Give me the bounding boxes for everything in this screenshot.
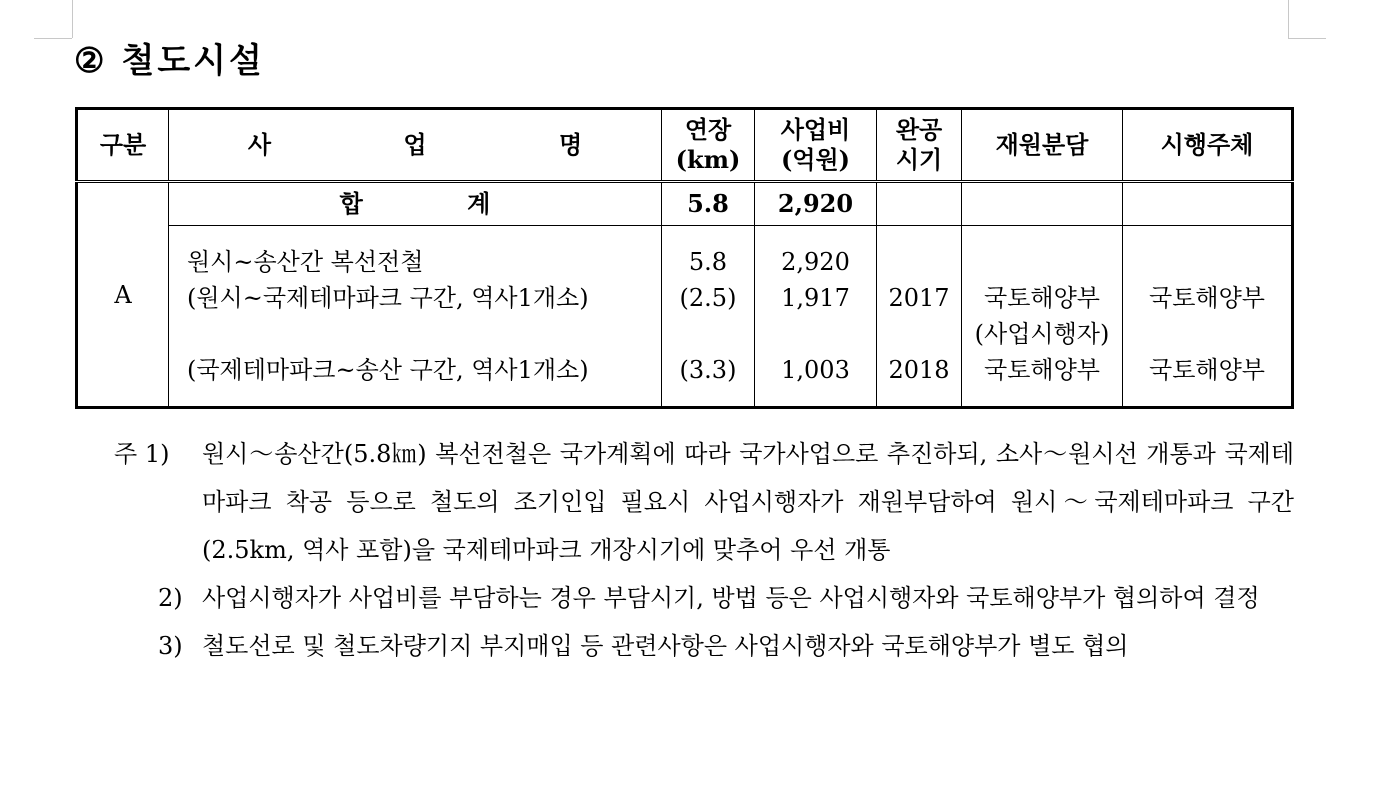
project-cost-cell <box>755 226 877 408</box>
total-completion-cell <box>877 182 962 226</box>
crop-mark-top-right-vertical <box>1288 0 1289 38</box>
footnote-label: 2) <box>158 584 183 612</box>
category-cell: A <box>77 182 169 408</box>
table-row-total <box>77 182 1293 226</box>
project-length-cell <box>662 226 755 408</box>
section-title: 철도시설 <box>121 41 265 81</box>
section1-operator: 국토해양부 <box>1149 284 1265 312</box>
total-label-cell: 합 계 <box>169 182 662 226</box>
project-length: 5.8 <box>688 248 728 276</box>
section2-completion: 2018 <box>888 356 950 384</box>
footnote-1 <box>114 430 1294 574</box>
section1-cost: 1,917 <box>781 284 850 312</box>
section1-length: (2.5) <box>679 284 737 312</box>
section-heading <box>74 36 265 86</box>
crop-mark-top-left-vertical <box>72 0 73 38</box>
total-funding-cell <box>962 182 1123 226</box>
section-number: ② <box>74 41 108 81</box>
project-funding-cell <box>962 226 1123 408</box>
project-cost: 2,920 <box>781 248 850 276</box>
section2-operator: 국토해양부 <box>1149 356 1265 384</box>
total-operator-cell <box>1123 182 1293 226</box>
table-header-row <box>77 109 1293 182</box>
header-operator: 시행주체 <box>1123 109 1293 182</box>
section1-name: (원시~국제테마파크 구간, 역사1개소) <box>187 284 589 312</box>
header-length: 연장 (km) <box>662 109 755 182</box>
header-completion: 완공 시기 <box>877 109 962 182</box>
header-project-name: 사 업 명 <box>169 109 662 182</box>
section1-completion: 2017 <box>888 284 950 312</box>
table-row-project <box>77 226 1293 408</box>
section2-cost: 1,003 <box>781 356 850 384</box>
section2-name: (국제테마파크~송산 구간, 역사1개소) <box>187 356 589 384</box>
project-completion-cell <box>877 226 962 408</box>
footnote-text: 원시～송산간(5.8㎞) 복선전철은 국가계획에 따라 국가사업으로 추진하되, 소사～원시선 개통과 국제테마파크 착공 등으로 철도의 조기인입 필요시 사업시행자가 재원부담하여 원시～국제테마파크 구간(2.5km, 역사 포함)을 국제테마파크 개장시기에 맞추어 우선 개통 <box>202 440 1294 564</box>
footnotes <box>114 430 1294 670</box>
project-name-cell <box>169 226 662 408</box>
section1-funding: 국토해양부 <box>984 284 1100 312</box>
header-funding: 재원분담 <box>962 109 1123 182</box>
project-operator-cell <box>1123 226 1293 408</box>
header-cost: 사업비 (억원) <box>755 109 877 182</box>
total-length-cell: 5.8 <box>662 182 755 226</box>
footnote-text: 철도선로 및 철도차량기지 부지매입 등 관련사항은 사업시행자와 국토해양부가 별도 협의 <box>202 632 1129 660</box>
total-cost-cell: 2,920 <box>755 182 877 226</box>
section2-length: (3.3) <box>679 356 737 384</box>
section2-funding: 국토해양부 <box>984 356 1100 384</box>
crop-mark-top-right-horizontal <box>1288 38 1326 39</box>
footnote-label: 3) <box>158 632 183 660</box>
footnote-3 <box>114 622 1294 670</box>
header-category: 구분 <box>77 109 169 182</box>
crop-mark-top-left-horizontal <box>34 38 72 39</box>
railway-facilities-table <box>75 107 1294 409</box>
project-name: 원시~송산간 복선전철 <box>187 248 424 276</box>
footnote-label: 주 1) <box>114 440 170 468</box>
section1-funding-note: (사업시행자) <box>974 320 1110 348</box>
footnote-text: 사업시행자가 사업비를 부담하는 경우 부담시기, 방법 등은 사업시행자와 국토해양부가 협의하여 결정 <box>202 584 1260 612</box>
footnote-2 <box>114 574 1294 622</box>
